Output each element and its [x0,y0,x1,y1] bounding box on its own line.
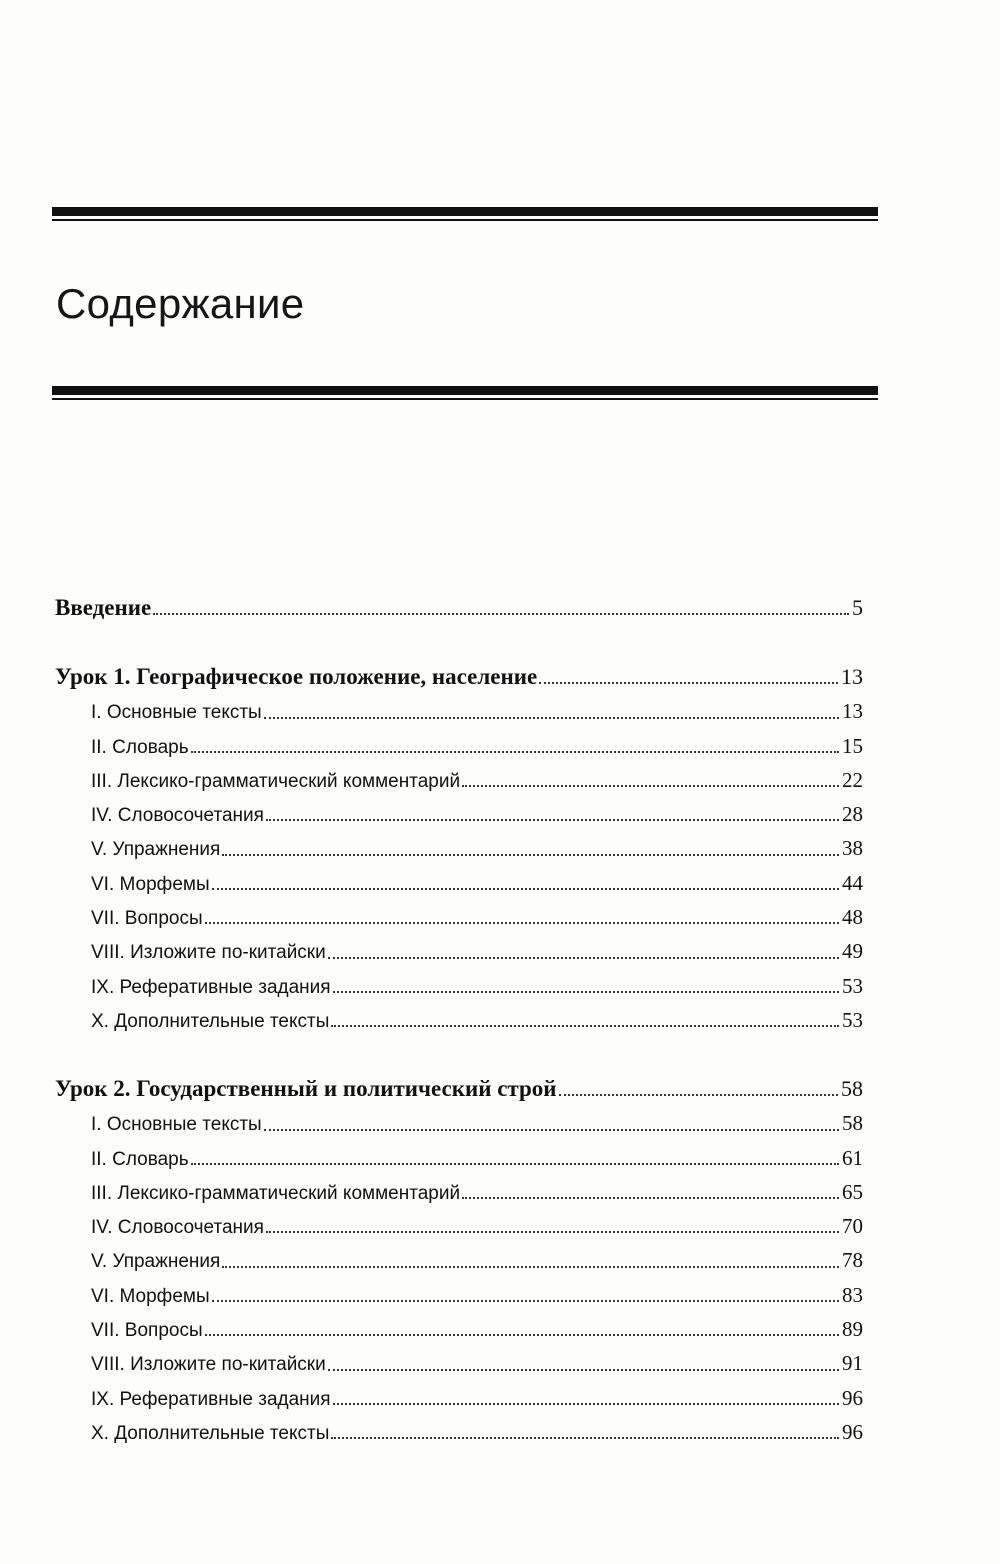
bottom-double-rule [52,386,878,400]
toc-subentry-label: III. Лексико-грамматический комментарий [91,770,461,792]
dot-leader [212,887,839,890]
toc-page-number: 13 [841,664,863,689]
toc-subentry[interactable] [55,969,863,1003]
toc-page-number: 65 [842,1179,863,1204]
toc-page-number: 44 [842,870,863,895]
toc-page-number: 70 [842,1214,863,1239]
toc-subentry-label: V. Упражнения [91,839,221,861]
dot-leader [205,1333,839,1336]
toc-subentry-label: X. Дополнительные тексты [91,1422,330,1444]
toc-entry-intro[interactable] [55,591,863,625]
toc-subentry[interactable] [55,1278,863,1312]
dot-leader [191,750,839,753]
toc-lesson-2-section [55,1072,863,1449]
toc-page-number: 58 [841,1076,863,1101]
toc-subentry[interactable] [55,1003,863,1037]
toc-entry-lesson-1[interactable] [55,660,863,694]
toc-subentry[interactable] [55,900,863,934]
dot-leader [559,1093,838,1096]
dot-leader [266,1230,839,1233]
toc-page-number: 49 [842,939,863,964]
toc-subentry[interactable] [55,1312,863,1346]
toc-page-number: 48 [842,905,863,930]
dot-leader [153,612,849,615]
toc-subentry[interactable] [55,1141,863,1175]
toc-subentry-label: VIII. Изложите по-китайски [91,1354,326,1376]
toc-subentry-label: IX. Реферативные задания [91,1388,331,1410]
toc-page-number: 96 [842,1419,863,1444]
dot-leader [264,1128,839,1131]
toc-subentry[interactable] [55,1175,863,1209]
dot-leader [328,1368,839,1371]
toc-subentry-label: VII. Вопросы [91,908,203,930]
toc-page-number: 53 [842,1007,863,1032]
toc-page-number: 58 [842,1111,863,1136]
toc-intro-section [55,591,863,625]
toc-page-number: 89 [842,1317,863,1342]
toc-subentry[interactable] [55,1209,863,1243]
toc-page-number: 83 [842,1282,863,1307]
toc-page-number: 91 [842,1351,863,1376]
toc-subentry[interactable] [55,1415,863,1449]
toc-subentry-label: VI. Морфемы [91,873,210,895]
toc-subentry-label: I. Основные тексты [91,1114,262,1136]
toc-subentry-label: VII. Вопросы [91,1320,203,1342]
toc-entry-label: Урок 1. Географическое положение, население [55,664,538,689]
toc-subentry-label: VI. Морфемы [91,1285,210,1307]
toc-subentry[interactable] [55,831,863,865]
toc-subentry-label: II. Словарь [91,736,189,758]
dot-leader [539,681,838,684]
toc-subentry[interactable] [55,763,863,797]
toc-page-number: 22 [842,767,863,792]
toc-subentry[interactable] [55,1243,863,1277]
dot-leader [266,818,839,821]
dot-leader [331,1024,839,1027]
toc-subentry[interactable] [55,1346,863,1380]
toc-page-number: 15 [842,733,863,758]
dot-leader [462,1196,839,1199]
toc-entry-lesson-2[interactable] [55,1072,863,1106]
dot-leader [205,921,839,924]
toc-subentry-label: I. Основные тексты [91,702,262,724]
toc-lesson-1-section [55,660,863,1037]
toc-subentry-label: V. Упражнения [91,1251,221,1273]
dot-leader [264,716,839,719]
dot-leader [333,1402,839,1405]
toc-entry-label: Урок 2. Государственный и политический строй [55,1076,557,1101]
dot-leader [328,956,839,959]
toc-subentry[interactable] [55,934,863,968]
toc-subentry-label: IX. Реферативные задания [91,976,331,998]
dot-leader [462,784,839,787]
dot-leader [191,1162,839,1165]
dot-leader [333,990,839,993]
toc-subentry-label: II. Словарь [91,1148,189,1170]
dot-leader [212,1299,839,1302]
toc-page-number: 96 [842,1385,863,1410]
toc-subentry[interactable] [55,694,863,728]
toc-subentry-label: X. Дополнительные тексты [91,1010,330,1032]
toc-page-number: 13 [842,699,863,724]
toc-subentry[interactable] [55,797,863,831]
toc-subentry[interactable] [55,729,863,763]
toc-subentry-label: VIII. Изложите по-китайски [91,942,326,964]
toc-page-number: 28 [842,802,863,827]
dot-leader [222,1265,839,1268]
toc-entry-label: Введение [55,595,152,620]
top-double-rule [52,207,878,221]
toc-subentry[interactable] [55,1381,863,1415]
toc-page-number: 5 [852,595,863,620]
toc-page-number: 38 [842,836,863,861]
toc-subentry[interactable] [55,866,863,900]
toc-page-number: 78 [842,1248,863,1273]
toc-subentry[interactable] [55,1106,863,1140]
toc-page-number: 53 [842,973,863,998]
dot-leader [222,853,839,856]
toc-subentry-label: IV. Словосочетания [91,1217,264,1239]
toc-subentry-label: III. Лексико-грамматический комментарий [91,1182,461,1204]
toc-subentry-label: IV. Словосочетания [91,805,264,827]
dot-leader [331,1436,839,1439]
toc-page-number: 61 [842,1145,863,1170]
page-title: Содержание [56,280,305,327]
